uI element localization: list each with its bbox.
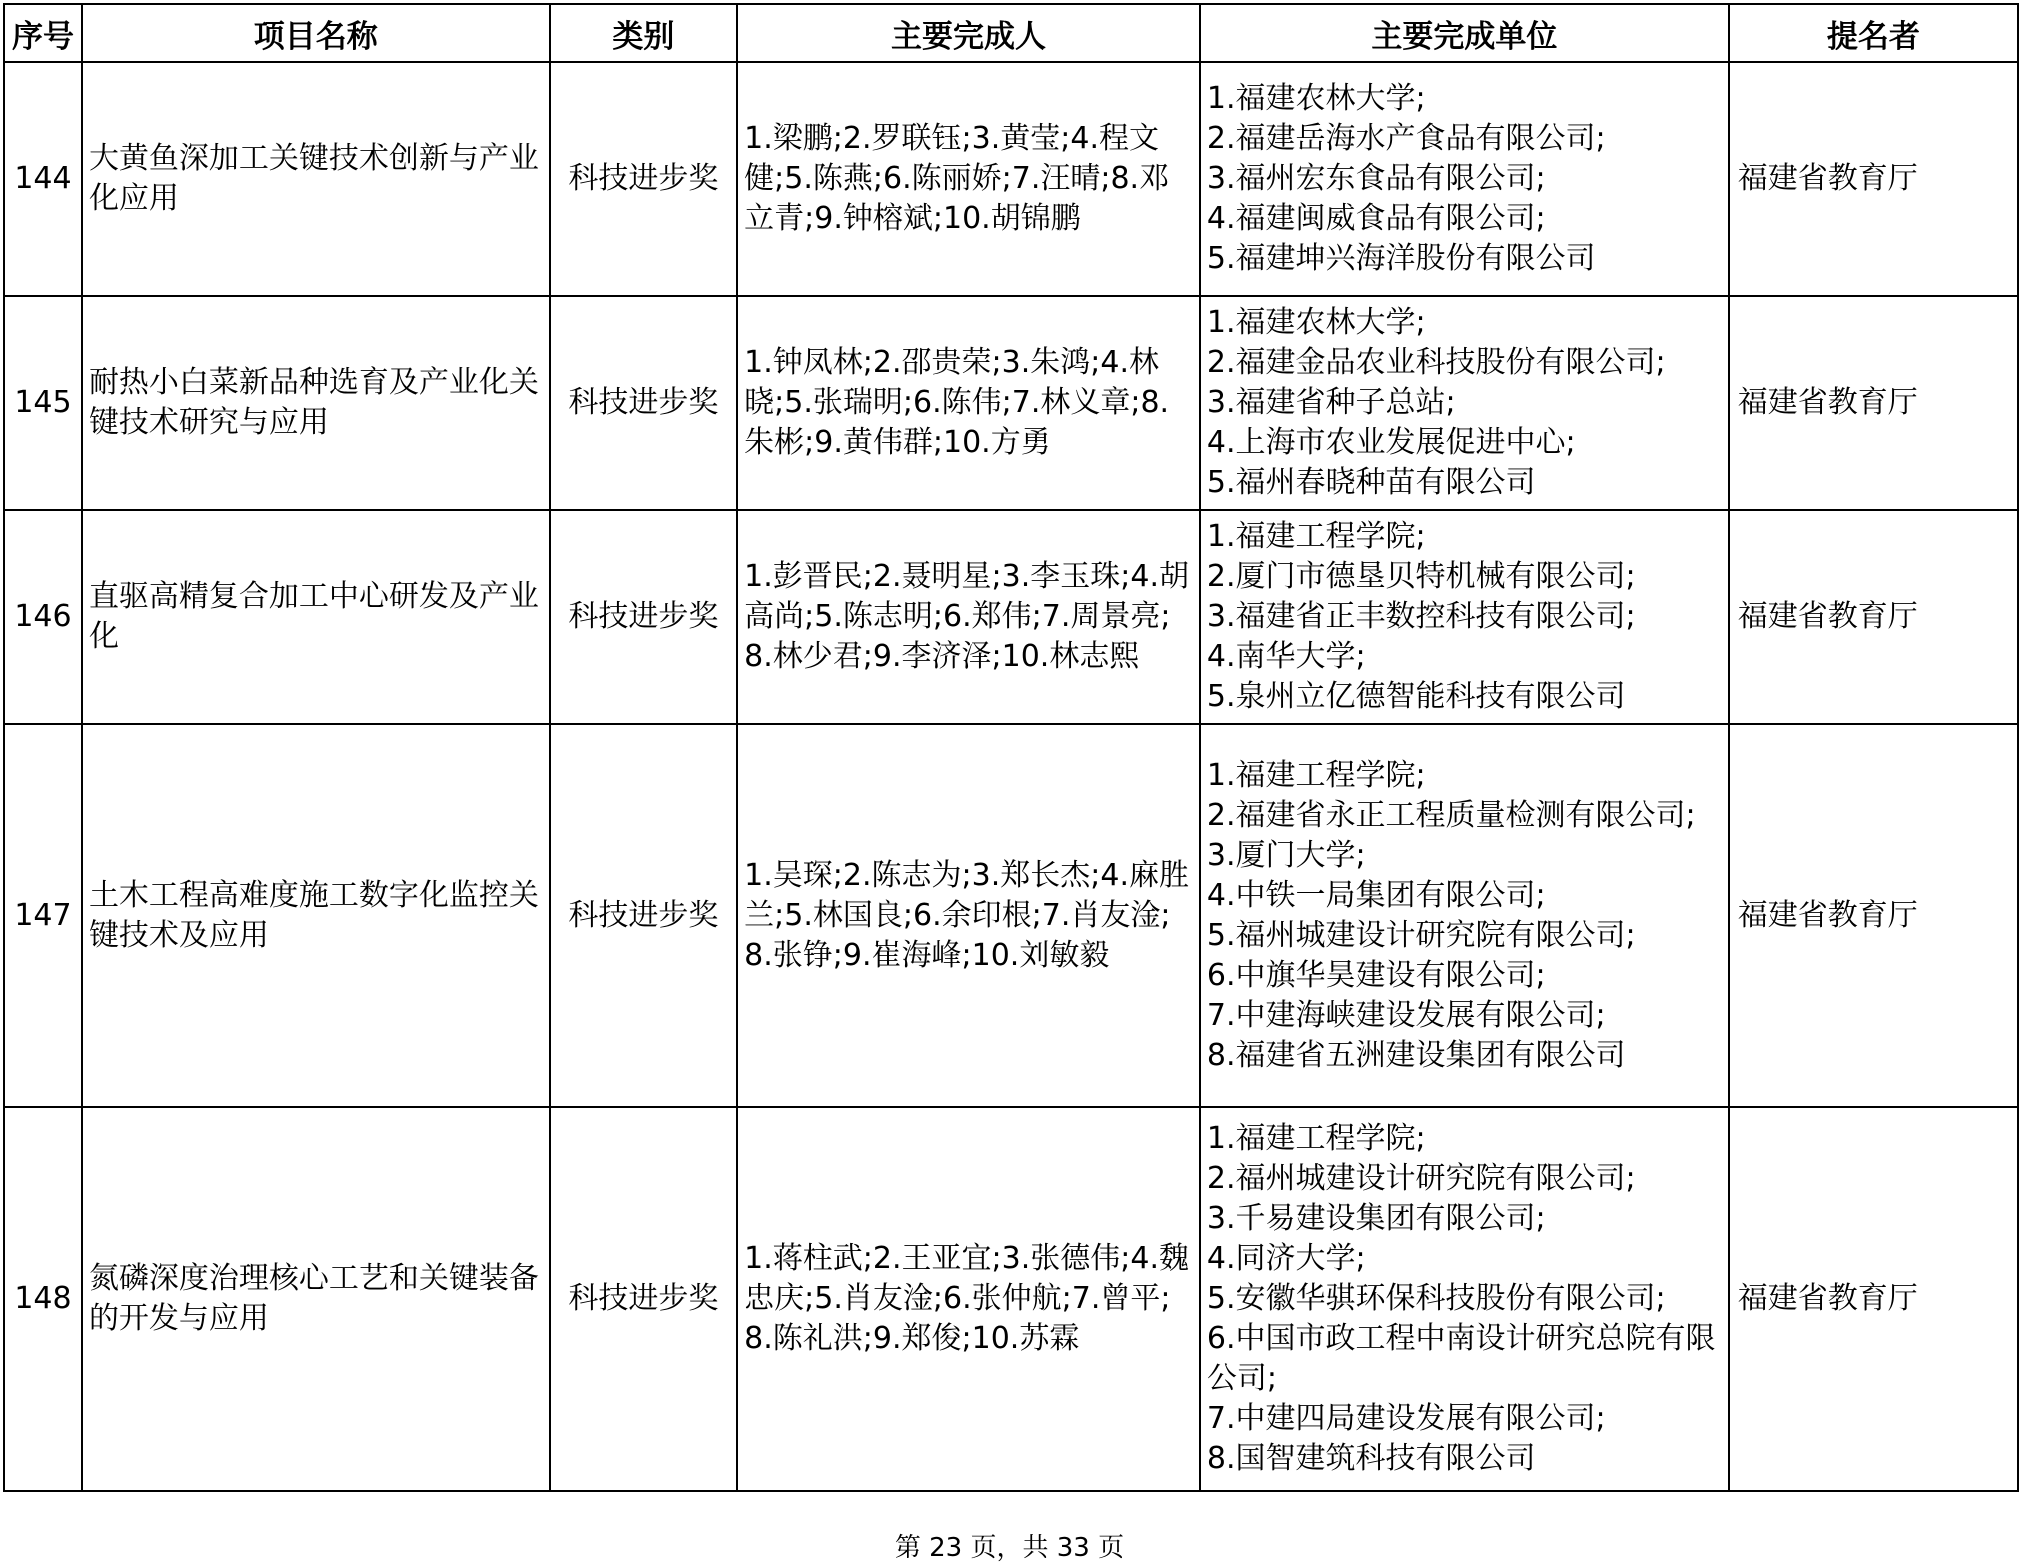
unit-item: 2.厦门市德垦贝特机械有限公司; — [1206, 559, 1636, 594]
table-row — [4, 296, 2018, 510]
unit-item: 2.福建金品农业科技股份有限公司; — [1206, 345, 1666, 380]
nominator: 福建省教育厅 — [1729, 510, 2018, 724]
unit-item: 1.福建工程学院; — [1206, 1121, 1426, 1156]
awards-table — [3, 3, 2019, 1492]
unit-item: 5.福建坤兴海洋股份有限公司 — [1206, 241, 1596, 276]
nominator: 福建省教育厅 — [1729, 724, 2018, 1107]
category: 科技进步奖 — [550, 510, 738, 724]
unit-item: 5.安徽华骐环保科技股份有限公司; — [1206, 1281, 1666, 1316]
table-row — [4, 510, 2018, 724]
unit-item: 1.福建工程学院; — [1206, 757, 1426, 793]
unit-item: 3.福州宏东食品有限公司; — [1206, 161, 1546, 196]
unit-item: 3.厦门大学; — [1206, 837, 1366, 873]
category: 科技进步奖 — [550, 1107, 738, 1491]
unit-item: 5.泉州立亿德智能科技有限公司 — [1206, 679, 1626, 714]
people: 1.梁鹏;2.罗联钰;3.黄莹;4.程文健;5.陈燕;6.陈丽娇;7.汪晴;8.邓立青;9.钟榕斌;10.胡锦鹏 — [737, 62, 1200, 296]
unit-item: 5.福州城建设计研究院有限公司; — [1206, 917, 1636, 953]
unit-item: 6.中国市政工程中南设计研究总院有限公司; — [1206, 1321, 1716, 1396]
unit-item: 4.南华大学; — [1206, 639, 1366, 674]
table-row — [4, 724, 2018, 1107]
unit-item: 4.同济大学; — [1206, 1241, 1366, 1276]
table-row — [4, 62, 2018, 296]
unit-item: 4.中铁一局集团有限公司; — [1206, 877, 1546, 913]
header-num: 序号 — [4, 4, 82, 62]
unit-item: 8.国智建筑科技有限公司 — [1206, 1441, 1536, 1476]
unit-item: 2.福建省永正工程质量检测有限公司; — [1206, 797, 1696, 833]
unit-item: 4.上海市农业发展促进中心; — [1206, 425, 1576, 460]
project-name: 土木工程高难度施工数字化监控关键技术及应用 — [82, 724, 550, 1107]
unit-item: 3.福建省正丰数控科技有限公司; — [1206, 599, 1636, 634]
people: 1.钟凤林;2.邵贵荣;3.朱鸿;4.林晓;5.张瑞明;6.陈伟;7.林义章;8.朱彬;9.黄伟群;10.方勇 — [737, 296, 1200, 510]
units-cell — [1200, 296, 1729, 510]
unit-item: 6.中旗华昊建设有限公司; — [1206, 957, 1546, 993]
header-row — [4, 4, 2018, 62]
project-name: 直驱高精复合加工中心研发及产业化 — [82, 510, 550, 724]
units-cell — [1200, 510, 1729, 724]
unit-item: 1.福建农林大学; — [1206, 81, 1426, 116]
units-cell — [1200, 1107, 1729, 1491]
project-name: 氮磷深度治理核心工艺和关键装备的开发与应用 — [82, 1107, 550, 1491]
units-cell — [1200, 724, 1729, 1107]
unit-item: 5.福州春晓种苗有限公司 — [1206, 465, 1536, 500]
unit-item: 8.福建省五洲建设集团有限公司 — [1206, 1037, 1626, 1073]
header-nominator: 提名者 — [1729, 4, 2018, 62]
people: 1.蒋柱武;2.王亚宜;3.张德伟;4.魏忠庆;5.肖友淦;6.张仲航;7.曾平;8.陈礼洪;9.郑俊;10.苏霖 — [737, 1107, 1200, 1491]
unit-item: 7.中建四局建设发展有限公司; — [1206, 1401, 1606, 1436]
project-name: 耐热小白菜新品种选育及产业化关键技术研究与应用 — [82, 296, 550, 510]
unit-item: 4.福建闽威食品有限公司; — [1206, 201, 1546, 236]
unit-item: 2.福州城建设计研究院有限公司; — [1206, 1161, 1636, 1196]
category: 科技进步奖 — [550, 296, 738, 510]
row-num: 144 — [4, 62, 82, 296]
row-num: 148 — [4, 1107, 82, 1491]
page-footer: 第 23 页，共 33 页 — [894, 1533, 1125, 1563]
header-units: 主要完成单位 — [1200, 4, 1729, 62]
unit-item: 1.福建工程学院; — [1206, 519, 1426, 554]
table-row — [4, 1107, 2018, 1491]
row-num: 146 — [4, 510, 82, 724]
project-name: 大黄鱼深加工关键技术创新与产业化应用 — [82, 62, 550, 296]
unit-item: 3.福建省种子总站; — [1206, 385, 1456, 420]
category: 科技进步奖 — [550, 62, 738, 296]
row-num: 147 — [4, 724, 82, 1107]
people: 1.吴琛;2.陈志为;3.郑长杰;4.麻胜兰;5.林国良;6.余印根;7.肖友淦;8.张铮;9.崔海峰;10.刘敏毅 — [737, 724, 1200, 1107]
row-num: 145 — [4, 296, 82, 510]
header-category: 类别 — [550, 4, 738, 62]
units-cell — [1200, 62, 1729, 296]
unit-item: 3.千易建设集团有限公司; — [1206, 1201, 1546, 1236]
nominator: 福建省教育厅 — [1729, 62, 2018, 296]
header-people: 主要完成人 — [737, 4, 1200, 62]
people: 1.彭晋民;2.聂明星;3.李玉珠;4.胡高尚;5.陈志明;6.郑伟;7.周景亮;8.林少君;9.李济泽;10.林志熙 — [737, 510, 1200, 724]
nominator: 福建省教育厅 — [1729, 296, 2018, 510]
header-project-name: 项目名称 — [82, 4, 550, 62]
unit-item: 1.福建农林大学; — [1206, 305, 1426, 340]
nominator: 福建省教育厅 — [1729, 1107, 2018, 1491]
unit-item: 2.福建岳海水产食品有限公司; — [1206, 121, 1606, 156]
unit-item: 7.中建海峡建设发展有限公司; — [1206, 997, 1606, 1033]
category: 科技进步奖 — [550, 724, 738, 1107]
